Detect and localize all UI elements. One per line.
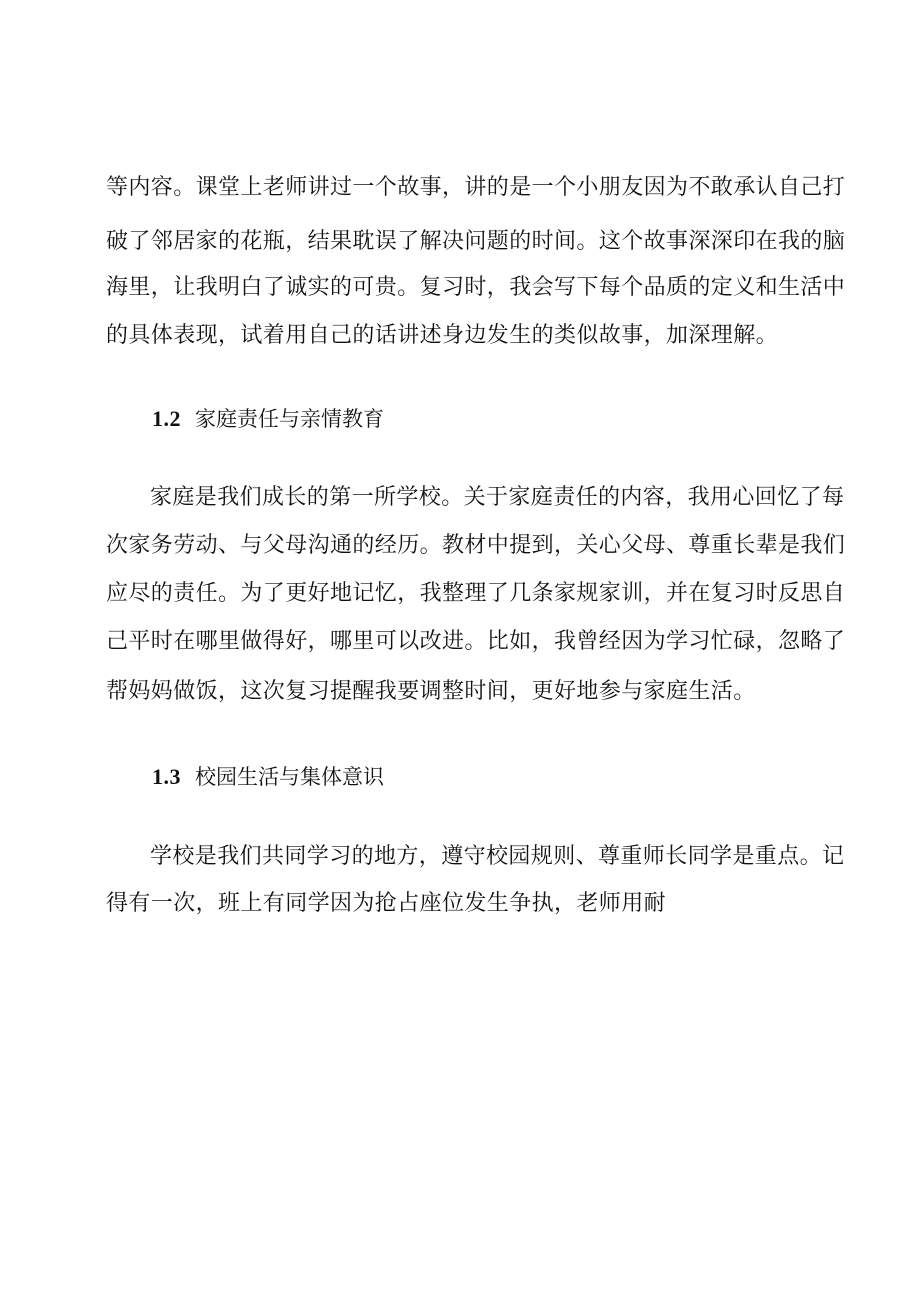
section-title: 校园生活与集体意识 [195, 765, 384, 789]
paragraph-line: 帮妈妈做饭，这次复习提醒我要调整时间，更好地参与家庭生活。 [106, 679, 756, 704]
paragraph-line: 次家务劳动、与父母沟通的经历。教材中提到，关心父母、尊重长辈是我们 [106, 533, 846, 558]
paragraph-line: 等内容。课堂上老师讲过一个故事，讲的是一个小朋友因为不敢承认自己打 [106, 175, 846, 200]
section-heading-1-2 [152, 405, 384, 434]
section-number: 1.2 [152, 406, 181, 431]
paragraph-line: 破了邻居家的花瓶，结果耽误了解决问题的时间。这个故事深深印在我的脑 [106, 229, 846, 254]
paragraph-line: 应尽的责任。为了更好地记忆，我整理了几条家规家训，并在复习时反思自 [106, 581, 846, 606]
section-number: 1.3 [152, 764, 181, 789]
section-heading-1-3 [152, 763, 384, 792]
paragraph-line: 得有一次，班上有同学因为抢占座位发生争执，老师用耐 [106, 891, 667, 916]
paragraph-line: 己平时在哪里做得好，哪里可以改进。比如，我曾经因为学习忙碌，忽略了 [106, 629, 846, 654]
paragraph-line: 家庭是我们成长的第一所学校。关于家庭责任的内容，我用心回忆了每 [150, 485, 845, 510]
paragraph-line: 的具体表现，试着用自己的话讲述身边发生的类似故事，加深理解。 [106, 323, 779, 348]
paragraph-line: 学校是我们共同学习的地方，遵守校园规则、尊重师长同学是重点。记 [150, 844, 845, 869]
paragraph-line: 海里，让我明白了诚实的可贵。复习时，我会写下每个品质的定义和生活中 [106, 275, 846, 300]
section-title: 家庭责任与亲情教育 [195, 407, 384, 431]
